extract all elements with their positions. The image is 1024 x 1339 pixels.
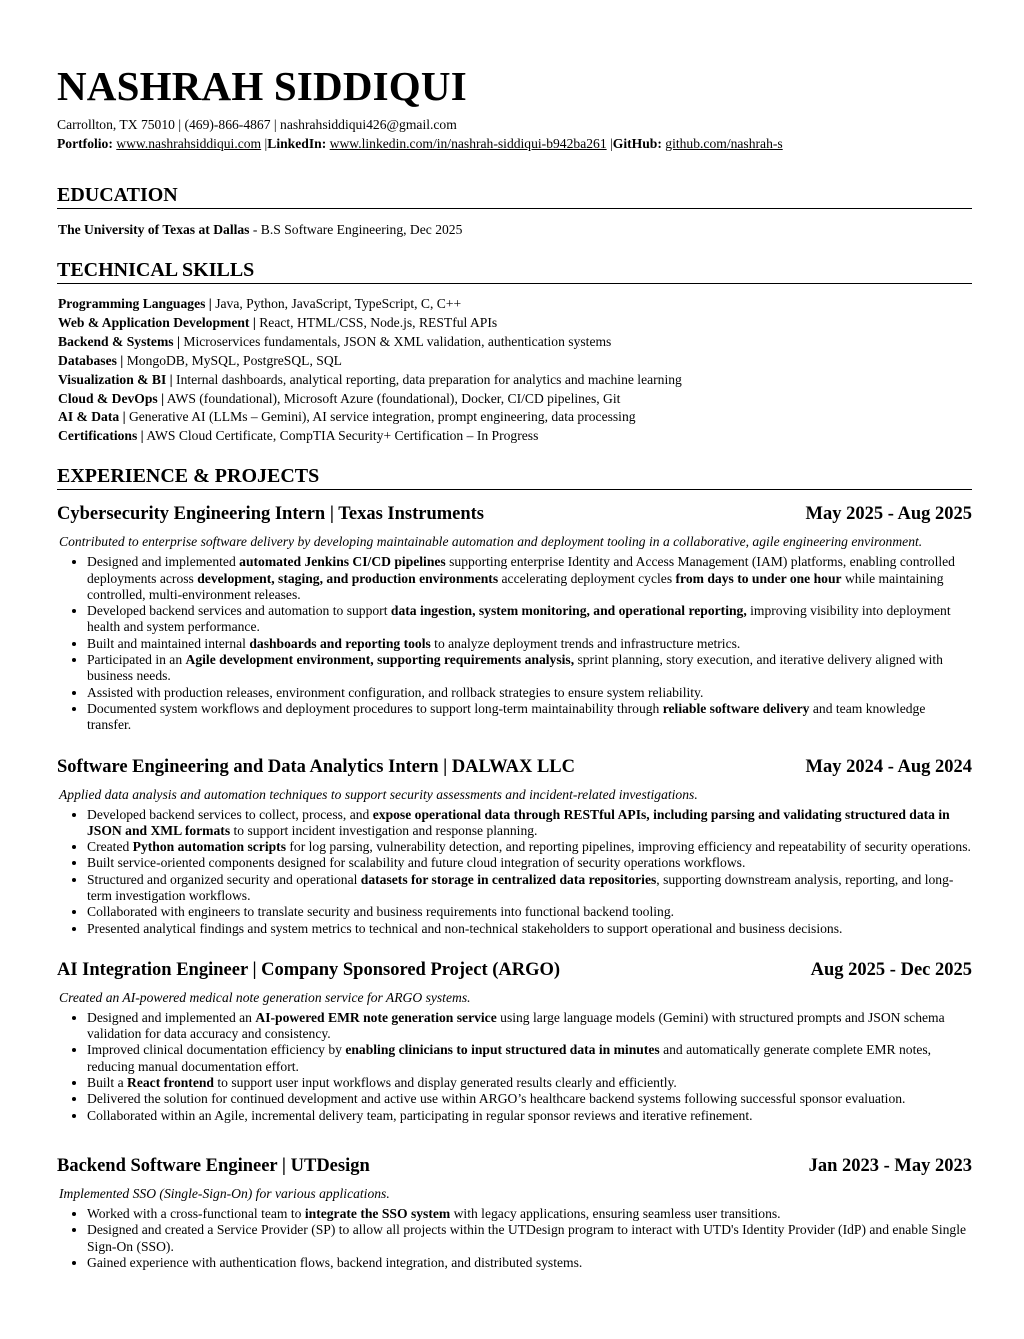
bullet-text: to support incident investigation and response planning. <box>230 822 538 838</box>
linkedin-label: LinkedIn: <box>267 136 327 151</box>
bullet-text: accelerating deployment cycles <box>498 570 676 586</box>
skill-row <box>58 390 972 409</box>
bullet-item <box>87 685 972 701</box>
job-dates: Aug 2025 - Dec 2025 <box>810 959 972 980</box>
bullet-text: , supporting downstream analysis, reporting, and long-term investigation workflows. <box>87 871 954 903</box>
job-entry <box>57 1154 972 1271</box>
skill-label: Cloud & DevOps | <box>58 390 165 406</box>
bullet-text: Structured and organized security and operational <box>87 871 361 887</box>
skill-value: Java, Python, JavaScript, TypeScript, C, C++ <box>211 296 462 311</box>
bullet-item <box>87 554 972 603</box>
bullet-highlight: enabling clinicians to input structured data in minutes <box>345 1042 660 1058</box>
bullet-item <box>87 701 972 734</box>
link-separator: | <box>610 136 613 151</box>
bullet-item <box>87 1075 972 1091</box>
github-label: GitHub: <box>612 136 662 151</box>
bullet-highlight: dashboards and reporting tools <box>249 635 431 651</box>
job-summary: Applied data analysis and automation techniques to support security assessments and incident-related investigations. <box>59 786 698 802</box>
job-header <box>57 502 972 526</box>
job-dates: May 2024 - Aug 2024 <box>805 756 972 777</box>
bullet-item <box>87 807 972 840</box>
bullet-text: Improved clinical documentation efficiency by <box>87 1042 346 1058</box>
skill-row <box>58 295 972 314</box>
bullet-item <box>87 652 972 685</box>
bullet-highlight: from days to under one hour <box>675 570 842 586</box>
bullet-highlight: integrate the SSO system <box>304 1205 451 1221</box>
job-title: Cybersecurity Engineering Intern | Texas Instruments <box>57 504 485 525</box>
profile-links <box>57 134 972 153</box>
bullet-text: Worked with a cross-functional team to <box>87 1205 305 1221</box>
job-header <box>57 958 972 982</box>
bullet-highlight: development, staging, and production environments <box>197 570 499 586</box>
job-title: Backend Software Engineer | UTDesign <box>57 1155 370 1176</box>
bullet-text: supporting enterprise Identity and Access Management (IAM) platforms, enabling controlled deployments across <box>87 554 955 586</box>
github-link[interactable]: github.com/nashrah-s <box>665 136 783 151</box>
bullet-text: with legacy applications, ensuring seamless user transitions. <box>450 1205 781 1221</box>
linkedin-link[interactable]: www.linkedin.com/in/nashrah-siddiqui-b942ba261 <box>329 136 607 151</box>
bullet-highlight: Agile development environment, supporting requirements analysis, <box>185 652 575 668</box>
bullet-item <box>87 904 972 920</box>
bullet-highlight: Python automation scripts <box>132 839 286 855</box>
job-entry <box>57 502 972 733</box>
portfolio-link[interactable]: www.nashrahsiddiqui.com <box>116 136 262 151</box>
bullet-item <box>87 839 972 855</box>
skill-value: Generative AI (LLMs – Gemini), AI service integration, prompt engineering, data processing <box>125 409 636 425</box>
bullet-text: to support user input workflows and display generated results clearly and efficiently. <box>214 1075 677 1091</box>
bullet-item <box>87 855 972 871</box>
bullet-highlight: React frontend <box>127 1075 214 1091</box>
bullet-text: Designed and implemented <box>87 554 240 570</box>
bullet-item <box>87 1222 972 1255</box>
bullet-highlight: automated Jenkins CI/CD pipelines <box>239 554 446 570</box>
bullet-text: Built service-oriented components designed for scalability and future cloud integration of security operations workflows. <box>87 855 746 871</box>
skill-row <box>58 427 972 446</box>
job-bullets <box>57 1206 972 1271</box>
bullet-highlight: reliable software delivery <box>662 700 810 716</box>
bullet-text: Presented analytical findings and system metrics to technical and non-technical stakeholders to support operational and business decisions. <box>87 920 843 936</box>
bullet-text: Developed backend services and automation to support <box>87 603 391 619</box>
job-bullets <box>57 1010 972 1124</box>
bullet-highlight: expose operational data through RESTful APIs, including parsing and validating structured data in JSON and XML formats <box>87 806 950 838</box>
skill-row <box>58 314 972 333</box>
bullet-text: Delivered the solution for continued development and active use within ARGO’s healthcare backend systems following successful sponsor evaluation. <box>87 1091 906 1107</box>
bullet-text: Collaborated within an Agile, incremental delivery team, participating in regular sponsor reviews and iterative refinement. <box>87 1107 753 1123</box>
bullet-text: Designed and created a Service Provider (SP) to allow all projects within the UTDesign program to interact with UTD's Identity Provider (IdP) and enable Single Sign-On (SSO). <box>87 1222 967 1254</box>
skill-row <box>58 352 972 371</box>
skills-list <box>58 295 972 446</box>
job-entry <box>57 958 972 1124</box>
bullet-text: for log parsing, vulnerability detection, and reporting pipelines, improving efficiency and repeatability of security operations. <box>286 839 971 855</box>
skill-value: AWS Cloud Certificate, CompTIA Security+ Certification – In Progress <box>143 428 539 444</box>
job-header <box>57 1154 972 1178</box>
skill-label: Certifications | <box>58 428 144 444</box>
bullet-highlight: AI-powered EMR note generation service <box>255 1009 497 1025</box>
bullet-highlight: datasets for storage in centralized data repositories <box>360 871 657 887</box>
skill-value: Microservices fundamentals, JSON & XML validation, authentication systems <box>179 333 612 349</box>
bullet-text: Collaborated with engineers to translate security and business requirements into functional backend tooling. <box>87 904 675 920</box>
candidate-name: NASHRAH SIDDIQUI <box>57 63 467 109</box>
skill-row <box>58 333 972 352</box>
bullet-text: Created <box>87 839 133 855</box>
bullet-item <box>87 1042 972 1075</box>
job-title: Software Engineering and Data Analytics Intern | DALWAX LLC <box>57 756 576 777</box>
skill-label: Backend & Systems | <box>58 333 180 349</box>
bullet-item <box>87 1255 972 1271</box>
skill-label: Programming Languages | <box>58 296 212 311</box>
portfolio-label: Portfolio: <box>57 136 113 151</box>
skill-label: Databases | <box>58 352 124 368</box>
bullet-text: and team knowledge transfer. <box>87 700 926 733</box>
bullet-item <box>87 872 972 905</box>
job-summary: Contributed to enterprise software delivery by developing maintainable automation and deployment tooling in a collaborative, agile engineering environment. <box>59 534 923 550</box>
section-title-experience: EXPERIENCE & PROJECTS <box>57 464 972 490</box>
school-name: The University of Texas at Dallas <box>58 222 250 237</box>
bullet-text: Built and maintained internal <box>87 635 250 651</box>
degree-detail: - B.S Software Engineering, Dec 2025 <box>249 222 463 237</box>
bullet-item <box>87 636 972 652</box>
job-bullets <box>57 554 972 733</box>
link-separator: | <box>264 136 268 151</box>
skill-label: Visualization & BI | <box>58 371 173 387</box>
skill-value: AWS (foundational), Microsoft Azure (foundational), Docker, CI/CD pipelines, Git <box>164 390 621 406</box>
bullet-text: to analyze deployment trends and infrastructure metrics. <box>430 635 741 651</box>
bullet-item <box>87 1108 972 1124</box>
bullet-item <box>87 921 972 937</box>
bullet-item <box>87 603 972 636</box>
bullet-item <box>87 1206 972 1222</box>
contact-line: Carrollton, TX 75010 | (469)-866-4867 | nashrahsiddiqui426@gmail.com <box>57 117 457 132</box>
bullet-text: Developed backend services to collect, process, and <box>87 806 373 822</box>
skill-value: Internal dashboards, analytical reporting, data preparation for analytics and machine learning <box>172 371 682 387</box>
bullet-item <box>87 1091 972 1107</box>
job-dates: Jan 2023 - May 2023 <box>808 1155 972 1176</box>
bullet-text: Built a <box>87 1075 128 1091</box>
bullet-highlight: data ingestion, system monitoring, and operational reporting, <box>390 603 747 619</box>
skill-value: MongoDB, MySQL, PostgreSQL, SQL <box>123 352 342 368</box>
bullet-text: Documented system workflows and deployment procedures to support long-term maintainability through <box>87 700 663 716</box>
job-header <box>57 755 972 779</box>
job-summary: Created an AI-powered medical note generation service for ARGO systems. <box>59 989 471 1005</box>
bullet-text: improving visibility into deployment health and system performance. <box>87 603 951 635</box>
education-entry <box>58 221 972 239</box>
bullet-text: Assisted with production releases, environment configuration, and rollback strategies to ensure system reliability. <box>87 684 704 700</box>
skill-label: AI & Data | <box>58 409 126 425</box>
job-dates: May 2025 - Aug 2025 <box>805 504 972 525</box>
skill-value: React, HTML/CSS, Node.js, RESTful APIs <box>255 314 498 330</box>
job-entry <box>57 755 972 937</box>
bullet-text: and automatically generate complete EMR notes, reducing manual documentation effort. <box>87 1042 932 1074</box>
skill-label: Web & Application Development | <box>58 314 256 330</box>
bullet-text: Participated in an <box>87 652 186 668</box>
job-title: AI Integration Engineer | Company Sponsored Project (ARGO) <box>57 959 561 980</box>
skill-row <box>58 408 972 427</box>
bullet-item <box>87 1010 972 1043</box>
job-summary: Implemented SSO (Single-Sign-On) for various applications. <box>59 1185 390 1201</box>
bullet-text: sprint planning, story execution, and iterative delivery aligned with business needs. <box>87 652 943 684</box>
section-title-education: EDUCATION <box>57 183 972 209</box>
bullet-text: Designed and implemented an <box>87 1009 256 1025</box>
skill-row <box>58 371 972 390</box>
bullet-text: while maintaining controlled, multi-environment releases. <box>87 570 944 602</box>
bullet-text: Gained experience with authentication flows, backend integration, and distributed systems. <box>87 1254 583 1270</box>
section-title-skills: TECHNICAL SKILLS <box>57 258 972 284</box>
bullet-text: using large language models (Gemini) with structured prompts and JSON schema validation for data accuracy and consistency. <box>87 1009 945 1042</box>
job-bullets <box>57 807 972 937</box>
